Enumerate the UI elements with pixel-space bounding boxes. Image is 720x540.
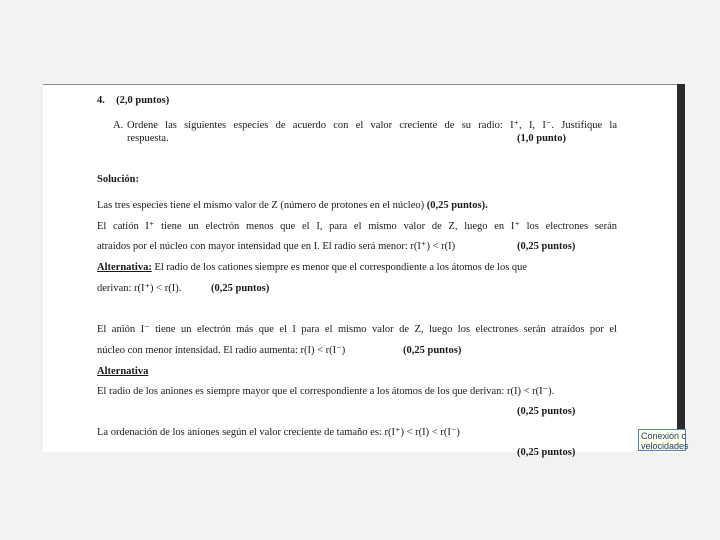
alternative-2-label: Alternativa (97, 366, 149, 377)
solution-p3-line2: núcleo con menor intensidad. El radio aumenta: r(I) < r(I⁻) (97, 345, 346, 356)
solution-p1-text: Las tres especies tiene el mismo valor de Z (número de protones en el núcleo) (97, 200, 425, 211)
tooltip-line2: velocidades (641, 441, 689, 451)
solution-p2-points: (0,25 puntos) (517, 241, 576, 252)
solution-p3-line1: El anión I⁻ tiene un electrón más que el I para el mismo valor de Z, luego los electrones serán atraídos por el (97, 324, 617, 335)
question-points: (2,0 puntos) (116, 95, 170, 106)
alternative-2-line1: El radio de los aniones es siempre mayor que el correspondiente a los átomos de los que derivan: r(I) < r(I⁻). (97, 386, 555, 397)
question-header (97, 94, 169, 107)
tooltip-popup (638, 429, 689, 451)
solution-p1-points: (0,25 puntos). (426, 200, 488, 211)
solution-p4: La ordenación de los aniones según el valor creciente de tamaño es: r(I⁺) < r(I) < r(I⁻) (97, 427, 460, 438)
alternative-1-label: Alternativa: (97, 262, 152, 273)
vertical-scrollbar[interactable] (677, 84, 685, 451)
question-statement-line2: respuesta. (127, 133, 169, 144)
alternative-1 (97, 261, 617, 274)
alternative-2-points: (0,25 puntos) (517, 406, 576, 417)
solution-p2-line1: El catión I⁺ tiene un electrón menos que el I, para el mismo valor de Z, luego en I⁺ los electrones serán (97, 221, 617, 232)
solution-heading: Solución: (97, 174, 140, 185)
alternative-1-line1: El radio de los cationes siempre es menor que el correspondiente a los átomos de los que (154, 262, 528, 273)
part-letter: A. (113, 120, 124, 131)
alternative-1-points: (0,25 puntos) (211, 283, 270, 294)
document-viewport[interactable] (43, 84, 689, 458)
solution-p4-points: (0,25 puntos) (517, 447, 576, 458)
solution-p2-line2: atraídos por el núcleo con mayor intensidad que en I. El radio será menor: r(I⁺) < r(I) (97, 241, 456, 252)
alternative-1-line2: derivan: r(I⁺) < r(I). (97, 283, 182, 294)
part-points: (1,0 punto) (517, 133, 567, 144)
solution-p1 (97, 199, 488, 212)
tooltip-line1: Conexión c (641, 431, 687, 441)
solution-p3-points: (0,25 puntos) (403, 345, 462, 356)
question-number: 4. (97, 95, 105, 106)
question-statement-line1: Ordene las siguientes especies de acuerdo con el valor creciente de su radio: I⁺, I, I⁻. Justifique la (127, 120, 617, 131)
